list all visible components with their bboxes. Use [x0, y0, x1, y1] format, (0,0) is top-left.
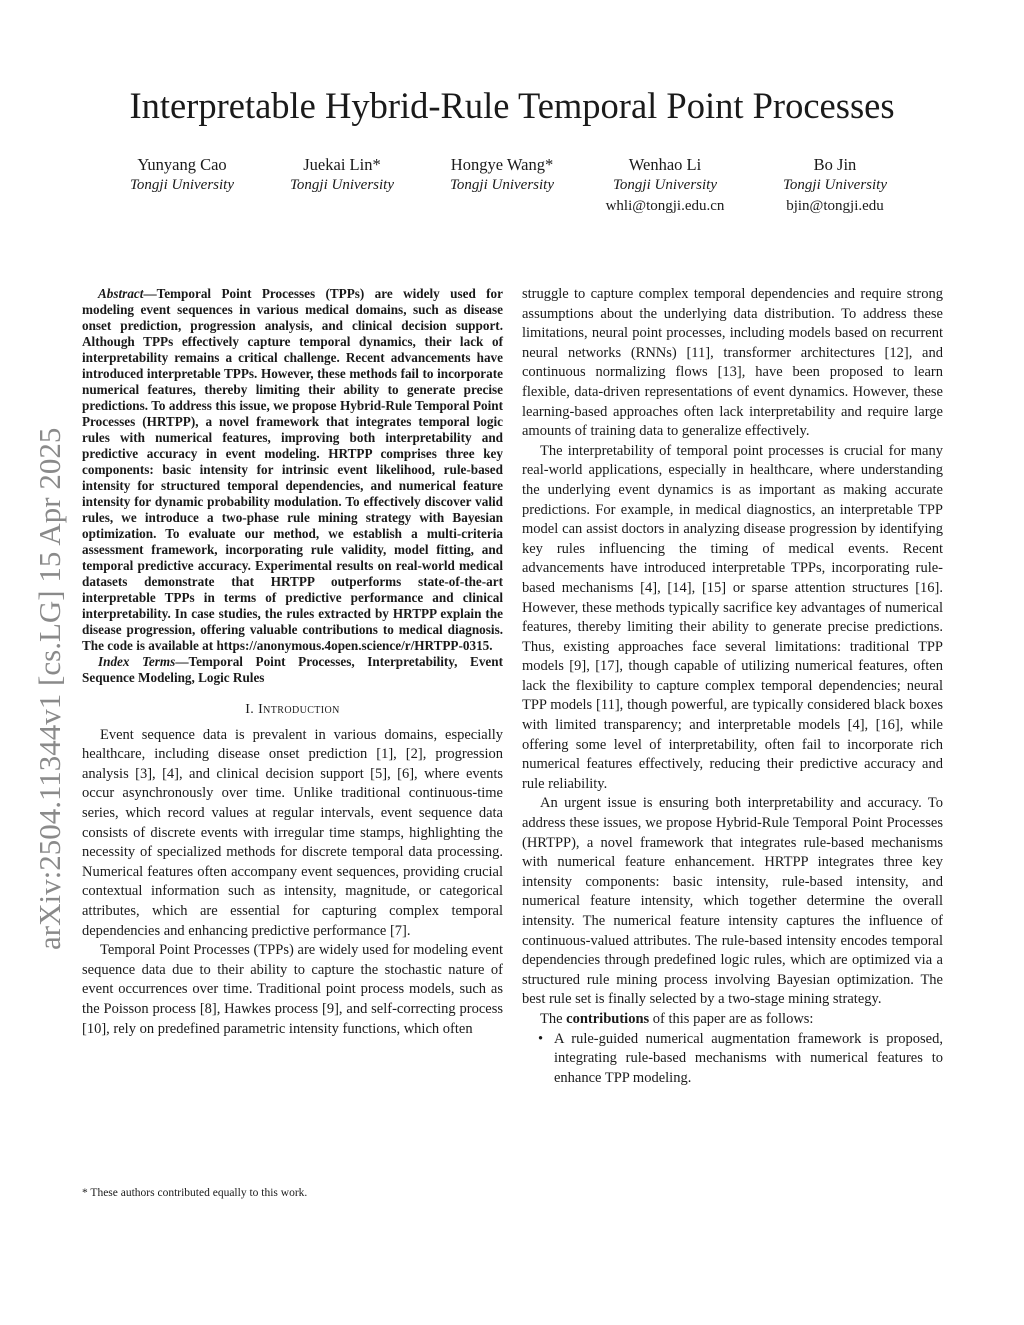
abstract-label: Abstract — [98, 286, 144, 301]
author-email: whli@tongji.edu.cn — [605, 198, 725, 214]
author-affiliation: Tongji University — [782, 177, 888, 193]
author-block — [740, 154, 930, 217]
author-name: Wenhao Li — [628, 155, 702, 174]
author-affiliation: Tongji University — [612, 177, 718, 193]
author-affiliation: Tongji University — [449, 177, 555, 193]
contributions-prefix: The — [540, 1010, 567, 1027]
author-name: Yunyang Cao — [137, 155, 227, 174]
contribution-list — [522, 1030, 943, 1089]
author-name: Juekai Lin* — [303, 155, 381, 174]
index-terms-text: —Temporal Point Processes, Interpretability, Event Sequence Modeling, Logic Rules — [82, 654, 504, 685]
contributions-intro — [522, 1010, 943, 1030]
author-name: Hongye Wang* — [450, 155, 554, 174]
author-name: Bo Jin — [813, 155, 857, 174]
list-item-text: A rule-guided numerical augmentation framework is proposed, integrating rule-based mechanisms with numerical features to enhance TPP modeling. — [554, 1030, 943, 1086]
index-terms — [82, 654, 503, 686]
contributions-bold: contributions — [566, 1010, 650, 1027]
abstract — [82, 286, 503, 654]
body-paragraph: The interpretability of temporal point processes is crucial for many real-world applications, especially in healthcare, where understanding the underlying event dynamics is as important as making accurate predictions. For example, in medical diagnostics, an interpretable TPP model can assist doctors in analyzing disease progression by identifying key rules influencing the timing of medical events. Recent advancements have introduced interpretable TPPs, incorporating rule-based mechanisms [4], [14], [15] or sparse attention structures [16]. However, these methods typically sacrifice key advantages of numerical features, thereby limiting their ability to generate precise predictions. Thus, existing approaches face several limitations: traditional TPP models [9], [17], though capable of utilizing numerical features, often lack the flexibility to capture complex temporal dependencies; neural TPP models [11], though powerful, are typically considered black boxes with limited transparency; and interpretable models [4], [16], while offering some level of interpretability, often fail to incorporate rich numerical features effectively, reducing their predictive accuracy and rule reliability. — [522, 442, 943, 792]
bullet-icon: • — [538, 1030, 544, 1047]
contributions-suffix: of this paper are as follows: — [649, 1010, 814, 1027]
arxiv-identifier: arXiv:2504.11344v1 [cs.LG] 15 Apr 2025 — [32, 427, 67, 950]
right-column — [522, 285, 943, 1088]
paper-title: Interpretable Hybrid-Rule Temporal Point Processes — [129, 85, 895, 126]
author-affiliation: Tongji University — [129, 177, 235, 193]
left-column — [82, 286, 503, 1039]
author-affiliation: Tongji University — [289, 177, 395, 193]
body-paragraph: struggle to capture complex temporal dependencies and require strong assumptions about the underlying data distribution. To address these limitations, neural point processes, including models based on recurrent neural networks (RNNs) [11], transformer architectures [12], and continuous normalizing flows [13], have been proposed to learn flexible, data-driven representations of event dynamics. However, these learning-based approaches often lack interpretability and require large amounts of training data to generalize effectively. — [522, 286, 943, 440]
body-paragraph: An urgent issue is ensuring both interpretability and accuracy. To address these issues, we propose Hybrid-Rule Temporal Point Processes (HRTPP), a novel framework that integrates rule-based mechanisms with numerical feature enhancement. HRTPP integrates three key intensity components: basic intensity, rule-based intensity, and numerical feature intensity, which together determine the overall intensity. The numerical feature intensity captures the influence of continuous-valued attributes. The rule-based intensity encodes temporal dependencies through predefined logic rules, which are optimized via a structured rule mining process involving Bayesian optimization. The best rule set is finally selected by a two-stage mining strategy. — [522, 795, 943, 1008]
author-block — [407, 154, 597, 196]
body-paragraph: Event sequence data is prevalent in various domains, especially healthcare, including disease onset prediction [1], [2], progression analysis [3], [4], and clinical decision support [5], [6], where events occur asynchronously over time. Unlike traditional continuous-time series, which record values at regular intervals, event sequence data consists of discrete events with irregular time stamps, highlighting the necessity of specialized methods for discrete temporal data processing. Numerical features often accompany event sequences, providing crucial contextual information such as intensity, magnitude, or categorical attributes, which are essential for capturing complex temporal dependencies and enhancing predictive performance [7]. — [82, 726, 503, 939]
index-terms-label: Index Terms — [98, 654, 176, 669]
list-item — [522, 1030, 943, 1089]
abstract-text: —Temporal Point Processes (TPPs) are widely used for modeling event sequences in various medical domains, such as disease onset prediction, progression analysis, and clinical decision support. Although TPPs effectively capture temporal dynamics, their lack of interpretability remains a critical challenge. Recent advancements have introduced interpretable TPPs. However, these methods fail to incorporate numerical features, thereby limiting their ability to generate precise predictions. To address this issue, we propose Hybrid-Rule Temporal Point Processes (HRTPP), a novel framework that integrates temporal logic rules with numerical features, improving both interpretability and predictive accuracy in event modeling. HRTPP comprises three key components: basic intensity for intrinsic event likelihood, rule-based intensity for structured temporal dependencies, and numerical feature intensity for dynamic probability modulation. To effectively discover valid rules, we introduce a two-phase rule mining strategy with Bayesian optimization. To evaluate our method, we establish a multi-criteria assessment framework, incorporating rule validity, model fitting, and temporal predictive accuracy. Experimental results on real-world medical datasets demonstrate that HRTPP outperforms state-of-the-art interpretable TPPs in terms of predictive performance and clinical interpretability. In case studies, the rules extracted by HRTPP explain the disease progression, offering valuable contributions to medical diagnosis. The code is available at https://anonymous.4open.science/r/HRTPP-0315. — [82, 286, 503, 653]
section-heading: I. Introduction — [245, 702, 340, 717]
footnote: * These authors contributed equally to this work. — [82, 1187, 308, 1199]
body-paragraph: Temporal Point Processes (TPPs) are widely used for modeling event sequence data due to their ability to capture the stochastic nature of event occurrences over time. Traditional point process models, such as the Poisson process [8], Hawkes process [9], and self-correcting process [10], rely on predefined parametric intensity functions, which often — [82, 942, 503, 1037]
author-email: bjin@tongji.edu — [786, 198, 884, 214]
author-block — [570, 154, 760, 217]
